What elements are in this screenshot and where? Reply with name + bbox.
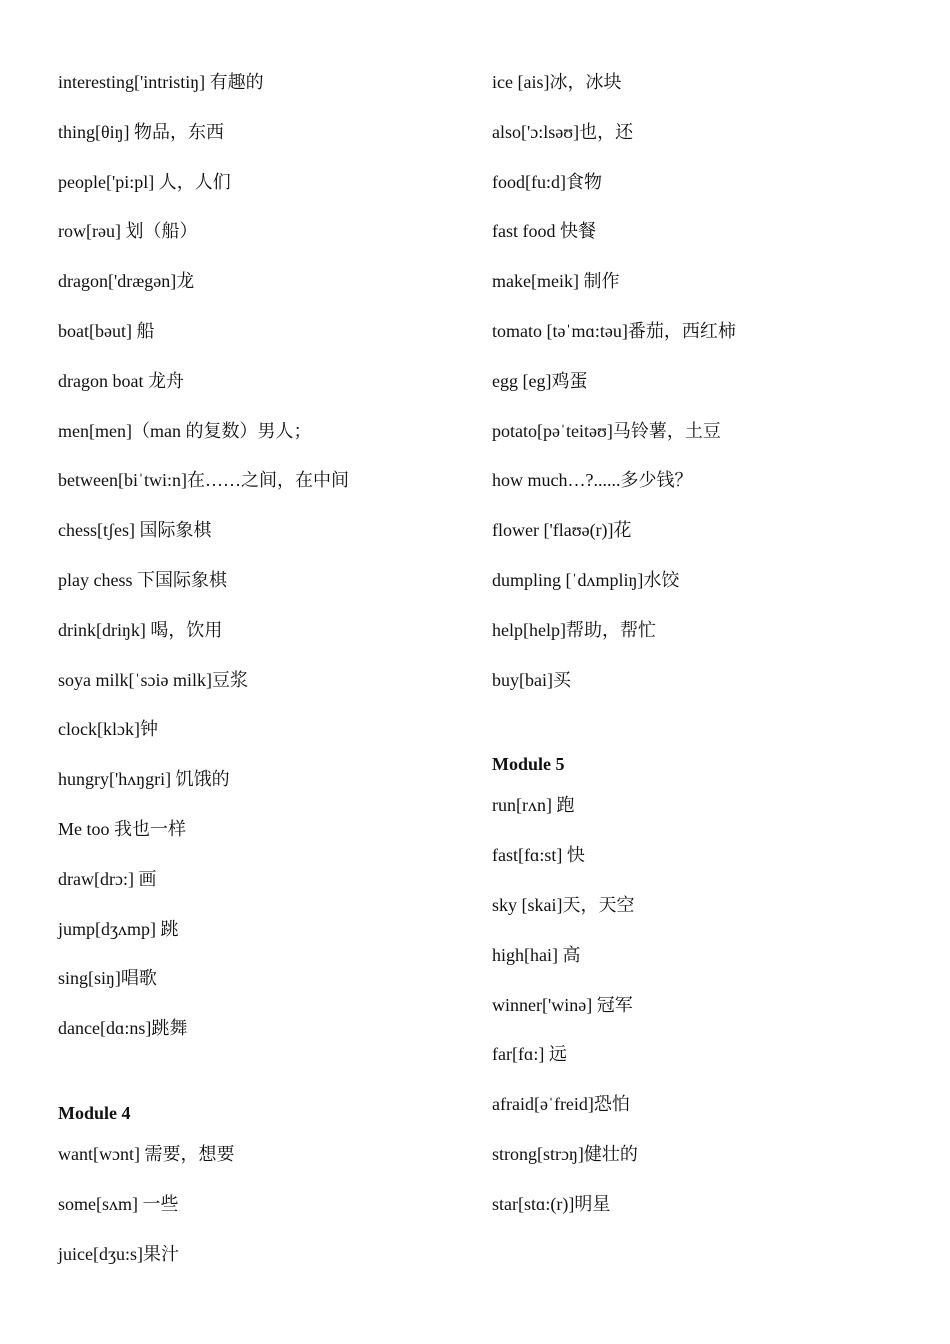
- vocab-entry: dragon boat 龙舟: [58, 370, 184, 391]
- vocab-entry: chess[tʃes] 国际象棋: [58, 520, 212, 541]
- vocab-entry: far[fɑ:] 远: [492, 1044, 567, 1065]
- vocab-entry: strong[strɔŋ]健壮的: [492, 1143, 638, 1164]
- vocab-entry: make[meik] 制作: [492, 271, 620, 292]
- vocab-entry: some[sʌm] 一些: [58, 1193, 179, 1214]
- left-column: [58, 64, 458, 1285]
- vocab-entry: food[fu:d]食物: [492, 171, 602, 192]
- vocab-entry: hungry['hʌŋgri] 饥饿的: [58, 769, 230, 790]
- vocab-entry: fast[fɑ:st] 快: [492, 845, 585, 866]
- vocab-entry: dragon['drægən]龙: [58, 271, 195, 292]
- vocab-entry: want[wɔnt] 需要，想要: [58, 1143, 235, 1164]
- vocab-entry: high[hai] 高: [492, 944, 581, 965]
- vocab-entry: potato[pəˈteitəʊ]马铃薯，土豆: [492, 420, 721, 441]
- vocab-entry: sky [skai]天，天空: [492, 894, 635, 915]
- vocab-entry: interesting['intristiŋ] 有趣的: [58, 72, 264, 92]
- vocab-entry: tomato [təˈmɑ:təu]番茄，西红柿: [492, 320, 736, 341]
- module-heading: Module 4: [58, 1102, 131, 1123]
- vocab-entry: boat[bəut] 船: [58, 320, 155, 341]
- vocab-entry: draw[drɔ:] 画: [58, 868, 157, 889]
- vocab-entry: afraid[əˈfreid]恐怕: [492, 1094, 630, 1115]
- vocab-entry: dance[dɑ:ns]跳舞: [58, 1018, 188, 1039]
- vocab-entry: Me too 我也一样: [58, 818, 186, 839]
- vocab-entry: men[men]（man 的复数）男人；: [58, 420, 312, 441]
- vocab-entry: juice[dʒu:s]果汁: [58, 1243, 179, 1264]
- vocab-entry: flower ['flaʊə(r)]花: [492, 520, 632, 541]
- vocab-entry: play chess 下国际象棋: [58, 569, 227, 590]
- vocab-entry: jump[dʒʌmp] 跳: [58, 918, 179, 939]
- vocab-entry: people['pi:pl] 人，人们: [58, 171, 231, 192]
- vocab-entry: clock[klɔk]钟: [58, 719, 158, 740]
- vocab-entry: soya milk[ˈsɔiə milk]豆浆: [58, 669, 248, 690]
- vocab-entry: how much…?......多少钱？: [492, 470, 693, 491]
- vocab-entry: row[rəu] 划（船）: [58, 221, 198, 242]
- module-heading: Module 5: [492, 754, 565, 775]
- vocab-entry: fast food 快餐: [492, 221, 596, 242]
- vocab-entry: run[rʌn] 跑: [492, 795, 575, 816]
- vocab-entry: thing[θiŋ] 物品，东西: [58, 121, 225, 142]
- right-column: [492, 64, 912, 1236]
- vocab-entry: star[stɑ:(r)]明星: [492, 1193, 611, 1214]
- vocab-entry: also['ɔ:lsəʊ]也，还: [492, 121, 634, 142]
- vocab-entry: winner['winə] 冠军: [492, 994, 633, 1015]
- vocab-entry: between[biˈtwi:n]在……之间，在中间: [58, 470, 349, 491]
- vocab-entry: ice [ais]冰，冰块: [492, 72, 622, 92]
- vocab-entry: help[help]帮助，帮忙: [492, 619, 656, 640]
- vocab-entry: egg [eg]鸡蛋: [492, 370, 588, 391]
- vocab-entry: drink[driŋk] 喝，饮用: [58, 619, 223, 640]
- vocab-entry: sing[siŋ]唱歌: [58, 968, 157, 989]
- vocab-entry: dumpling [ˈdʌmpliŋ]水饺: [492, 569, 680, 590]
- vocab-entry: buy[bai]买: [492, 669, 571, 690]
